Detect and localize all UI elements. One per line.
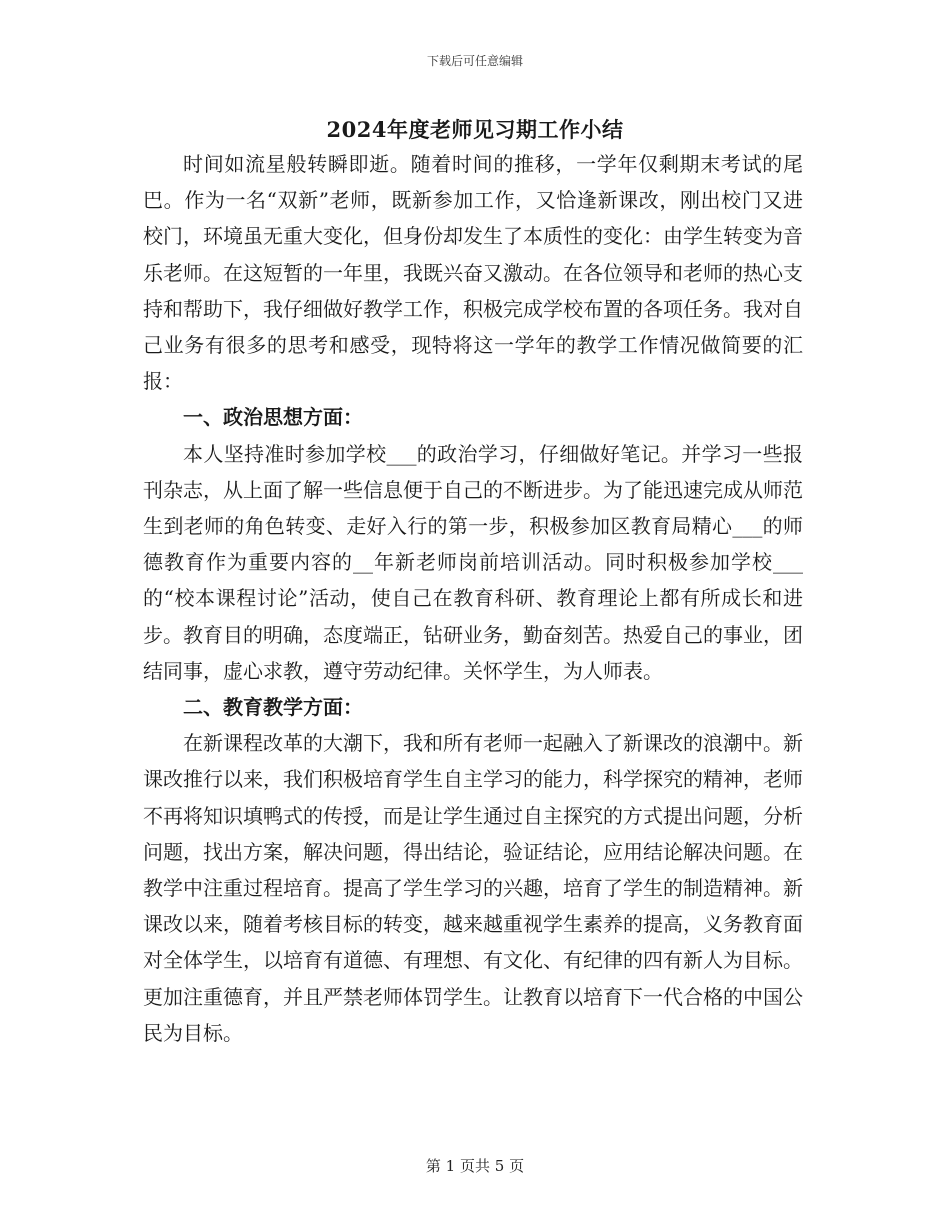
page-number: 第 1 页共 5 页	[425, 1157, 525, 1175]
document-title: 2024年度老师见习期工作小结	[326, 117, 624, 142]
section-paragraph-teaching: 在新课程改革的大潮下，我和所有老师一起融入了新课改的浪潮中。新课改推行以来，我们积极培育学生自主学习的能力，科学探究的精神，老师不再将知识填鸭式的传授，而是让学生通过自主探究的方式提出问题，分析问题，找出方案，解决问题，得出结论，验证结论，应用结论解决问题。在教学中注重过程培育。提高了学生学习的兴趣，培育了学生的制造精神。新课改以来，随着考核目标的转变，越来越重视学生素养的提高，义务教育面对全体学生，以培育有道德、有理想、有文化、有纪律的四有新人为目标。更加注重德育，并且严禁老师体罚学生。让教育以培育下一代合格的中国公民为目标。	[143, 731, 803, 1045]
document-body	[143, 146, 803, 1051]
header-note: 下载后可任意编辑	[426, 54, 523, 68]
intro-paragraph: 时间如流星般转瞬即逝。随着时间的推移，一学年仅剩期末考试的尾巴。作为一名“双新”老师，既新参加工作，又恰逢新课改，刚出校门又进校门，环境虽无重大变化，但身份却发生了本质性的变化：由学生转变为音乐老师。在这短暂的一年里，我既兴奋又激动。在各位领导和老师的热心支持和帮助下，我仔细做好教学工作，积极完成学校布置的各项任务。我对自己业务有很多的思考和感受，现特将这一学年的教学工作情况做简要的汇报：	[143, 152, 803, 394]
section-heading-politics: 一、政治思想方面：	[183, 405, 363, 430]
section-paragraph-politics: 本人坚持准时参加学校___的政治学习，仔细做好笔记。并学习一些报刊杂志，从上面了解一些信息便于自己的不断进步。为了能迅速完成从师范生到老师的角色转变、走好入行的第一步，积极参加区教育局精心___的师德教育作为重要内容的__年新老师岗前培训活动。同时积极参加学校___的“校本课程讨论”活动，使自己在教育科研、教育理论上都有所成长和进步。教育目的明确，态度端正，钻研业务，勤奋刻苦。热爱自己的事业，团结同事，虚心求教，遵守劳动纪律。关怀学生，为人师表。	[143, 441, 803, 683]
section-heading-teaching: 二、教育教学方面：	[183, 695, 363, 720]
